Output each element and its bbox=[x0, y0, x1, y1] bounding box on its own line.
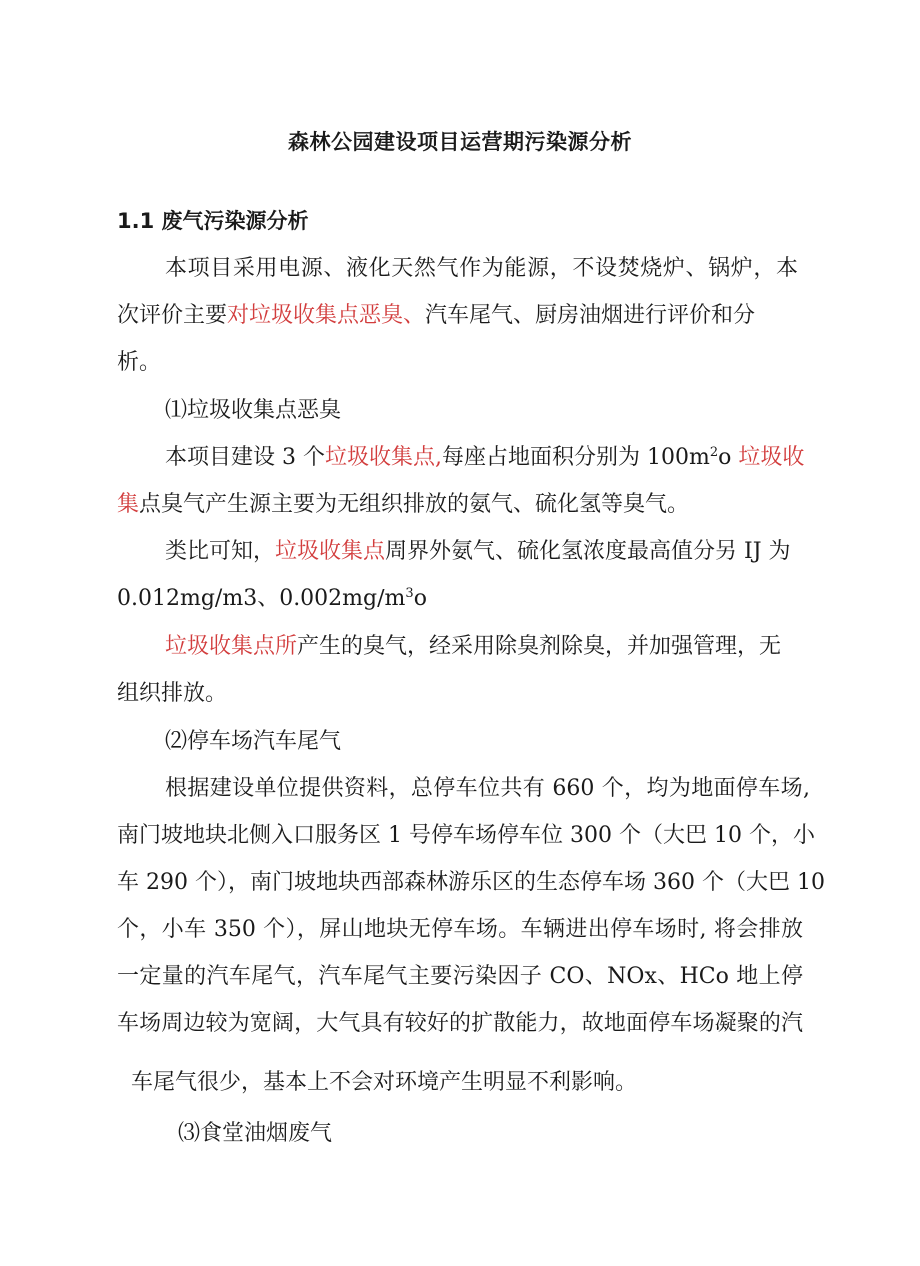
paragraph-line: 析。 bbox=[117, 350, 162, 375]
paragraph-line bbox=[117, 490, 689, 520]
paragraph-line: 组织排放。 bbox=[117, 681, 228, 706]
section-heading: 1.1 废气污染源分析 bbox=[117, 209, 309, 233]
paragraph-line bbox=[117, 301, 755, 331]
paragraph-line bbox=[165, 443, 804, 473]
paragraph-line: 车尾气很少，基本上不会对环境产生明显不利影响。 bbox=[131, 1070, 638, 1095]
text-run: o bbox=[718, 445, 739, 470]
superscript: 2 bbox=[709, 445, 719, 460]
superscript: 3 bbox=[405, 586, 414, 601]
text-run: 类比可知， bbox=[165, 539, 276, 564]
paragraph-line: 车场周边较为宽阔，大气具有较好的扩散能力，故地面停车场凝聚的汽 bbox=[117, 1011, 803, 1036]
text-run: 次评价主要 bbox=[117, 303, 228, 328]
highlighted-text: 对垃圾收集点恶臭、 bbox=[227, 303, 426, 328]
paragraph-line bbox=[165, 632, 781, 662]
paragraph-line: 个，小车 350 个），屏山地块无停车场。车辆进出停车场时, 将会排放 bbox=[117, 917, 803, 942]
subsection-title: ⑴垃圾收集点恶臭 bbox=[165, 398, 342, 423]
text-run: o bbox=[413, 586, 427, 611]
paragraph-line: 南门坡地块北侧入口服务区 1 号停车场停车位 300 个（大巴 10 个，小 bbox=[117, 823, 815, 848]
highlighted-text: 垃圾收集点所 bbox=[165, 634, 298, 659]
text-run: 0.012mg/m3、0.002mg∕m bbox=[117, 586, 406, 611]
paragraph-line: 一定量的汽车尾气，汽车尾气主要污染因子 CO、NOx、HCo 地上停 bbox=[117, 964, 803, 989]
paragraph-line: 根据建设单位提供资料，总停车位共有 660 个，均为地面停车场, bbox=[165, 776, 810, 801]
text-run: 本项目建设 3 个 bbox=[165, 445, 325, 470]
subsection-title: ⑶食堂油烟废气 bbox=[178, 1121, 333, 1146]
text-run: 产生的臭气，经采用除臭剂除臭，并加强管理，无 bbox=[297, 634, 782, 659]
text-run: 每座占地面积分别为 100m bbox=[441, 445, 710, 470]
highlighted-text: 垃圾收 bbox=[738, 445, 805, 470]
text-run: 周界外氨气、硫化氢浓度最高值分另 IJ 为 bbox=[385, 539, 791, 564]
highlighted-text: 垃圾收集点 bbox=[275, 539, 386, 564]
text-run: 点臭气产生源主要为无组织排放的氨气、硫化氢等臭气。 bbox=[139, 492, 690, 517]
subsection-title: ⑵停车场汽车尾气 bbox=[165, 729, 342, 754]
text-run: 汽车尾气、厨房油烟进行评价和分 bbox=[425, 303, 756, 328]
paragraph-line bbox=[117, 584, 427, 614]
paragraph-line: 本项目采用电源、液化天然气作为能源，不设焚烧炉、锅炉，本 bbox=[165, 256, 798, 281]
paragraph-line: 车 290 个），南门坡地块西部森林游乐区的生态停车场 360 个（大巴 10 bbox=[117, 870, 825, 895]
highlighted-text: 垃圾收集点, bbox=[324, 445, 442, 470]
highlighted-text: 集 bbox=[117, 492, 140, 517]
document-title: 森林公园建设项目运营期污染源分析 bbox=[288, 130, 632, 154]
paragraph-line bbox=[165, 537, 791, 567]
